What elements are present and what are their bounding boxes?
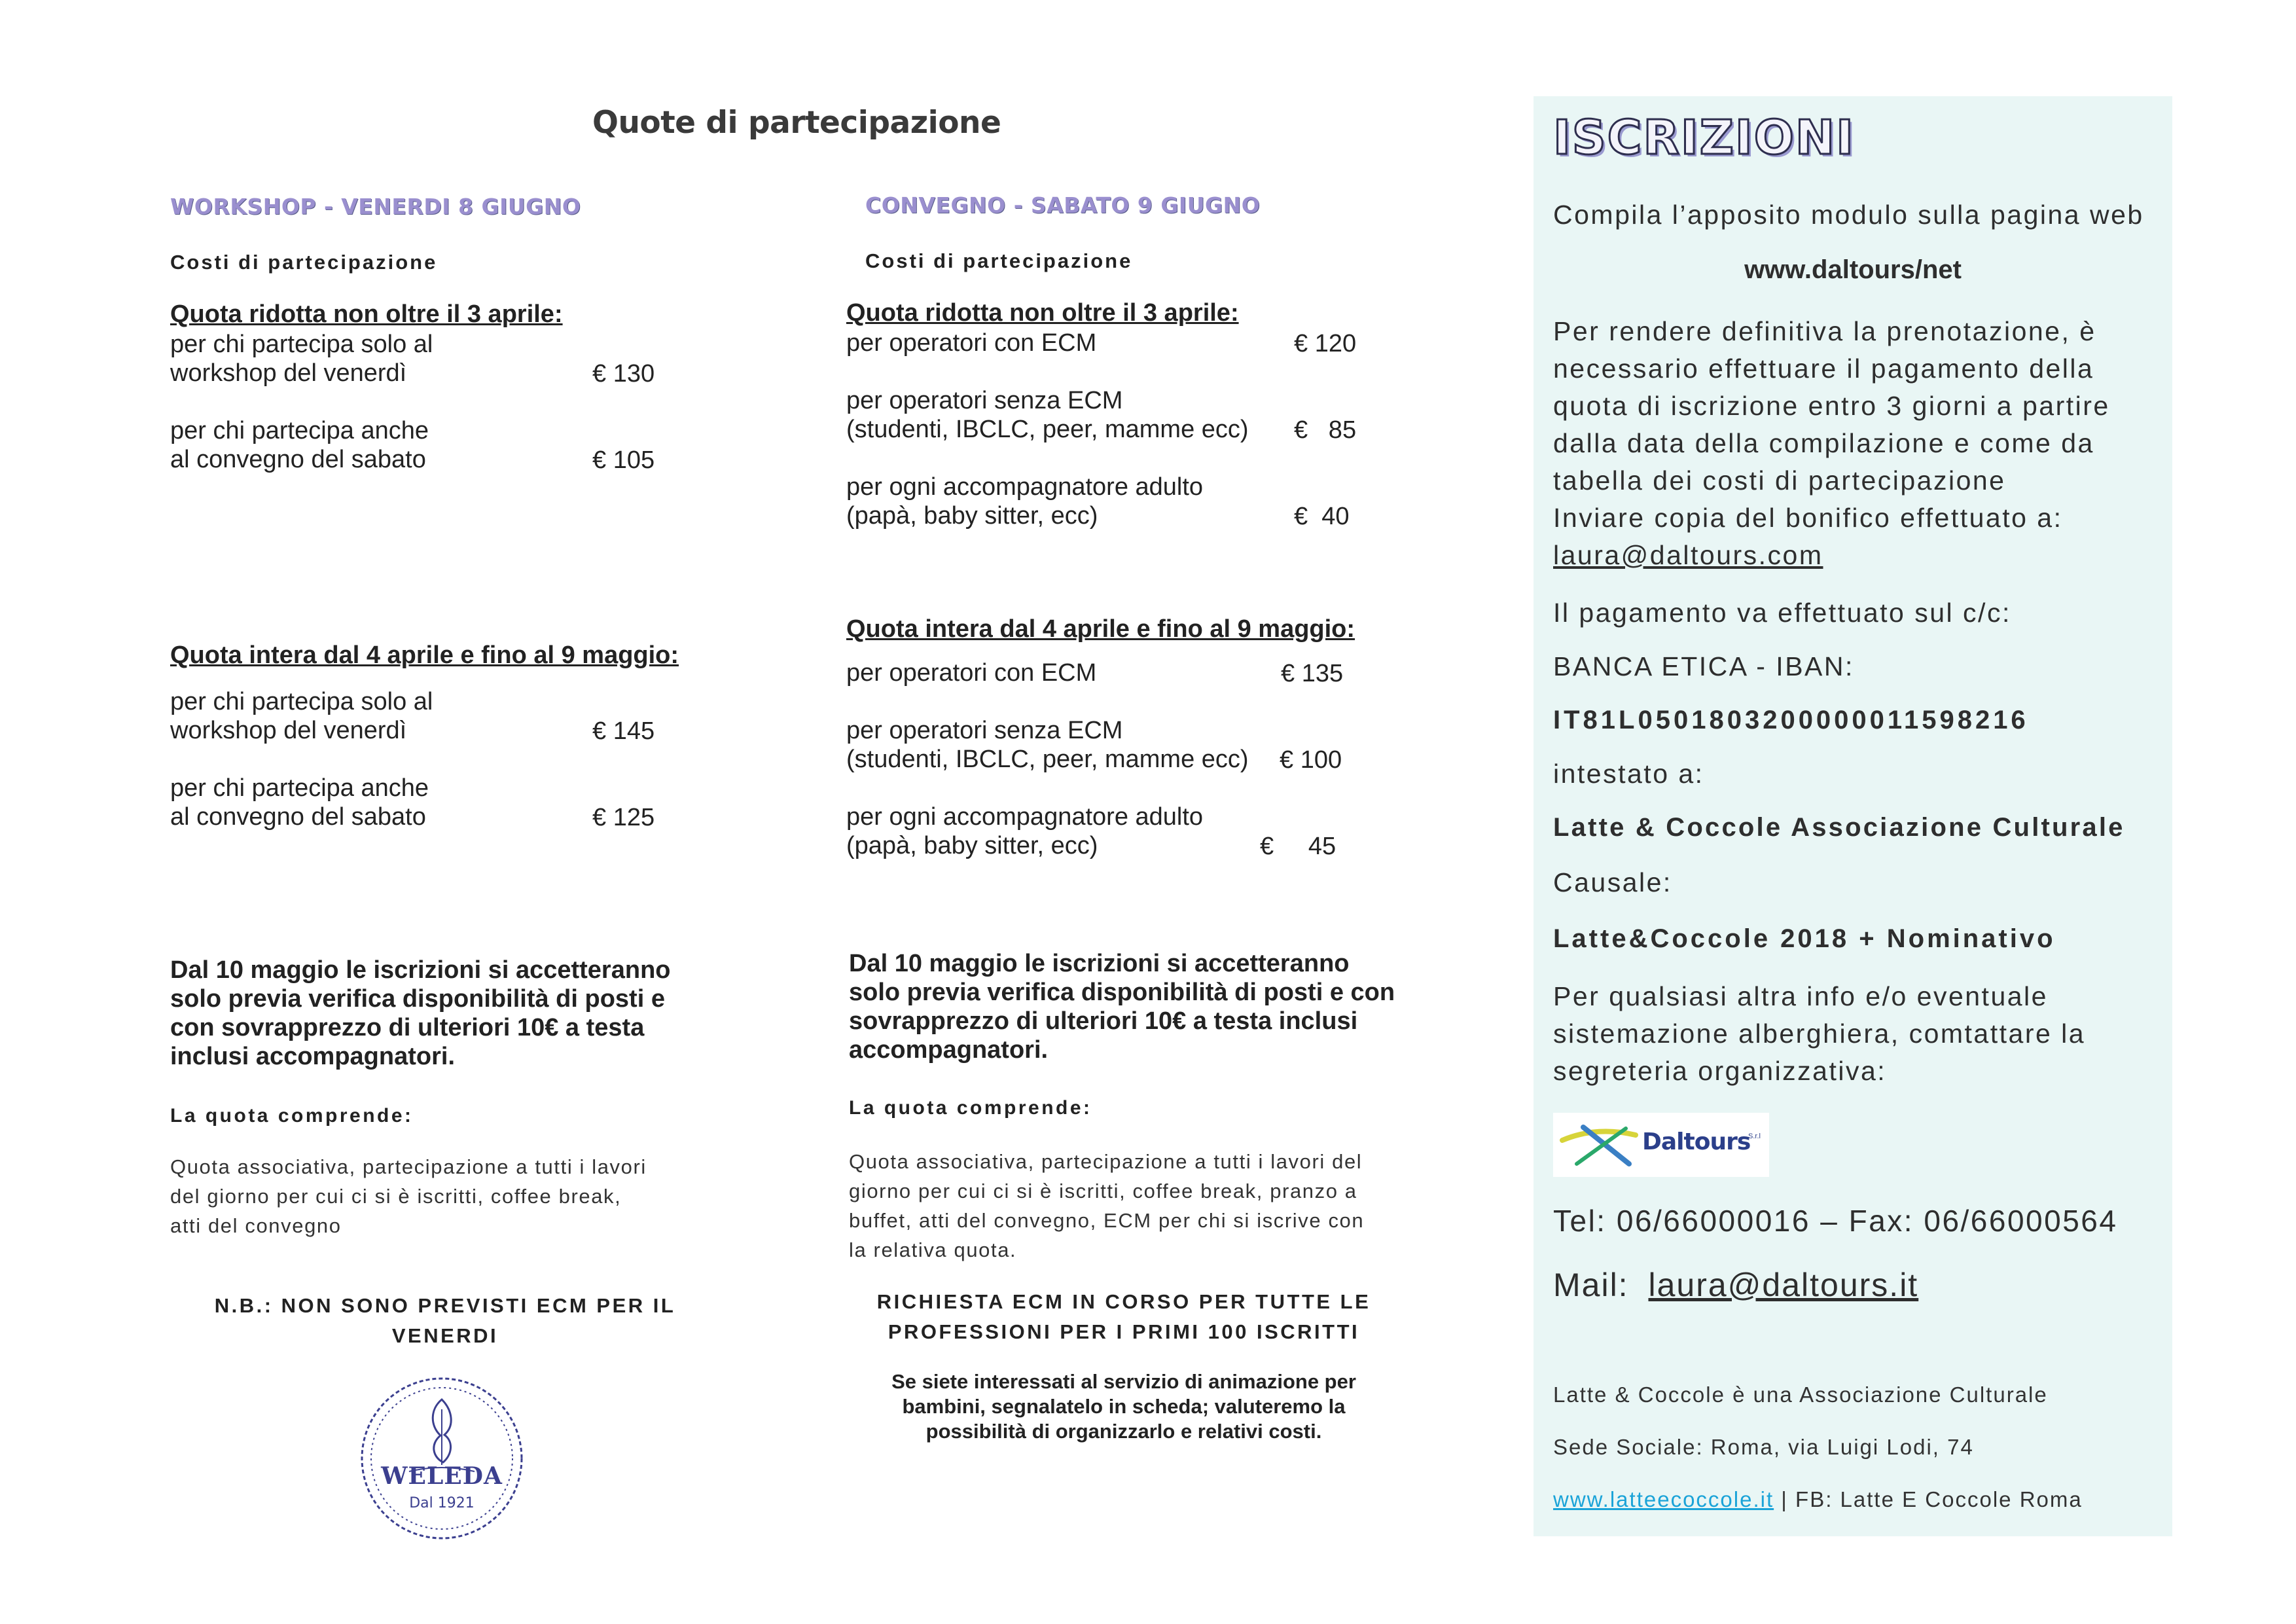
convegno-full-item2-line2: (studenti, IBCLC, peer, mamme ecc) <box>846 746 1249 773</box>
convegno-full-item1-line1: per operatori con ECM <box>846 659 1097 687</box>
convegno-full-item2-line1: per operatori senza ECM <box>846 717 1123 744</box>
convegno-reduced-item1-price: € 120 <box>1294 330 1357 357</box>
convegno-full-item1-price: € 135 <box>1281 660 1344 687</box>
footer-links <box>1553 1487 2083 1512</box>
convegno-ecm-request <box>849 1287 1399 1347</box>
workshop-notice <box>170 956 671 1071</box>
workshop-full-item2-price: € 125 <box>592 804 655 831</box>
text-line: Se siete interessati al servizio di animazione per <box>891 1370 1356 1393</box>
convegno-reduced-item3-line2: (papà, baby sitter, ecc) <box>846 502 1098 530</box>
page-title: Quote di partecipazione <box>592 105 1001 141</box>
workshop-full-item2-line1: per chi partecipa anche <box>170 774 429 802</box>
workshop-heading: WORKSHOP - VENERDI 8 GIUGNO <box>170 194 581 219</box>
info-text <box>1553 978 2085 1090</box>
text-line: del giorno per cui ci si è iscritti, coffee break, <box>170 1185 622 1208</box>
footer-sede: Sede Sociale: Roma, via Luigi Lodi, 74 <box>1553 1435 1974 1459</box>
text-line: Quota associativa, partecipazione a tutti i lavori <box>170 1155 647 1178</box>
mail-link[interactable]: laura@daltours.it <box>1648 1267 1919 1303</box>
intestato-label: intestato a: <box>1553 759 1704 789</box>
text-line: VENERDI <box>391 1324 499 1347</box>
workshop-reduced-item1-line2: workshop del venerdì <box>170 359 407 387</box>
workshop-full-item1-line2: workshop del venerdì <box>170 717 407 744</box>
convegno-notice <box>849 949 1395 1064</box>
text-line: PROFESSIONI PER I PRIMI 100 ISCRITTI <box>888 1320 1360 1343</box>
text-line: giorno per cui ci si è iscritti, coffee break, pranzo a <box>849 1180 1357 1202</box>
footer-assoc: Latte & Coccole è una Associazione Culturale <box>1553 1382 2048 1407</box>
workshop-notice-line: solo previa verifica disponibilità di posti e <box>170 985 665 1013</box>
workshop-full-item1-price: € 145 <box>592 717 655 745</box>
mail-label: Mail: <box>1553 1267 1629 1303</box>
workshop-reduced-heading: Quota ridotta non oltre il 3 aprile: <box>170 300 563 328</box>
convegno-costi-label: Costi di partecipazione <box>865 249 1133 272</box>
convegno-notice-line: Dal 10 maggio le iscrizioni si accetteranno <box>849 950 1350 977</box>
workshop-nb-notice <box>170 1291 720 1351</box>
workshop-full-heading: Quota intera dal 4 aprile e fino al 9 maggio: <box>170 641 679 669</box>
text-line: possibilità di organizzarlo e relativi costi. <box>925 1420 1322 1443</box>
website-daltours[interactable]: www.daltours/net <box>1744 255 1962 284</box>
convegno-full-item3-line2: (papà, baby sitter, ecc) <box>846 832 1098 859</box>
convegno-notice-line: sovrapprezzo di ulteriori 10€ a testa inclusi <box>849 1007 1358 1035</box>
text-line: bambini, segnalatelo in scheda; valuteremo la <box>902 1395 1346 1418</box>
workshop-quota-comprende-title: La quota comprende: <box>170 1105 414 1127</box>
workshop-costi-label: Costi di partecipazione <box>170 251 438 274</box>
text-line: Per rendere definitiva la prenotazione, è <box>1553 316 2096 346</box>
iscrizioni-title: ISCRIZIONI <box>1553 110 1855 165</box>
workshop-reduced-item2-line2: al convegno del sabato <box>170 446 426 473</box>
mail-row <box>1553 1266 1918 1304</box>
convegno-heading: CONVEGNO - SABATO 9 GIUGNO <box>865 192 1261 218</box>
causale-label: Causale: <box>1553 867 1672 897</box>
convegno-full-heading: Quota intera dal 4 aprile e fino al 9 maggio: <box>846 615 1355 643</box>
convegno-reduced-item3-price: € 40 <box>1294 503 1350 530</box>
workshop-full-item2-line2: al convegno del sabato <box>170 803 426 831</box>
compila-text: Compila l’apposito modulo sulla pagina web <box>1553 200 2144 230</box>
workshop-reduced-item1-price: € 130 <box>592 360 655 388</box>
convegno-reduced-item2-line2: (studenti, IBCLC, peer, mamme ecc) <box>846 416 1249 443</box>
workshop-reduced-item2-line1: per chi partecipa anche <box>170 417 429 444</box>
daltours-logo <box>1553 1113 1769 1177</box>
beneficiario-value: Latte & Coccole Associazione Culturale <box>1553 813 2125 842</box>
facebook-text: | FB: Latte E Coccole Roma <box>1774 1487 2083 1511</box>
convegno-full-item3-price: € 45 <box>1260 833 1336 860</box>
weleda-seal-icon <box>357 1373 527 1543</box>
text-line: Per qualsiasi altra info e/o eventuale <box>1553 981 2048 1011</box>
text-line: atti del convegno <box>170 1214 342 1237</box>
daltours-swoosh-icon <box>1557 1121 1649 1170</box>
convegno-notice-line: solo previa verifica disponibilità di posti e con <box>849 979 1395 1006</box>
convegno-reduced-item3-line1: per ogni accompagnatore adulto <box>846 473 1204 501</box>
email-bonifico-link[interactable]: laura@daltours.com <box>1553 540 1823 570</box>
text-line: buffet, atti del convegno, ECM per chi si iscrive con <box>849 1209 1365 1232</box>
text-line: Quota associativa, partecipazione a tutti i lavori del <box>849 1150 1363 1173</box>
weleda-brand: WELEDA <box>381 1462 503 1490</box>
text-line: RICHIESTA ECM IN CORSO PER TUTTE LE <box>876 1290 1371 1313</box>
convegno-animation-note <box>849 1369 1399 1444</box>
pagamento-instructions <box>1553 313 2110 574</box>
daltours-brand: Daltours <box>1642 1128 1751 1155</box>
workshop-notice-line: inclusi accompagnatori. <box>170 1043 455 1070</box>
convegno-full-item2-price: € 100 <box>1280 746 1342 774</box>
workshop-full-item1-line1: per chi partecipa solo al <box>170 688 433 715</box>
text-line: sistemazione alberghiera, comtattare la <box>1553 1019 2086 1049</box>
text-line: tabella dei costi di partecipazione <box>1553 465 2006 496</box>
convegno-reduced-heading: Quota ridotta non oltre il 3 aprile: <box>846 299 1239 327</box>
latteecoccole-website-link[interactable]: www.latteecoccole.it <box>1553 1487 1774 1511</box>
text-line: Inviare copia del bonifico effettuato a: <box>1553 503 2063 533</box>
tel-fax: Tel: 06/66000016 – Fax: 06/66000564 <box>1553 1204 2118 1238</box>
workshop-reduced-item2-price: € 105 <box>592 446 655 474</box>
convegno-notice-line: accompagnatori. <box>849 1036 1049 1064</box>
banca-label: BANCA ETICA - IBAN: <box>1553 651 1854 681</box>
workshop-notice-line: Dal 10 maggio le iscrizioni si accetteranno <box>170 956 671 984</box>
weleda-since: Dal 1921 <box>409 1495 475 1511</box>
weleda-logo <box>357 1373 527 1543</box>
daltours-srl: S.r.l <box>1748 1132 1761 1140</box>
text-line: N.B.: NON SONO PREVISTI ECM PER IL <box>214 1294 676 1317</box>
causale-value: Latte&Coccole 2018 + Nominativo <box>1553 924 2056 953</box>
text-line: dalla data della compilazione e come da <box>1553 428 2094 458</box>
pagamento-cc-label: Il pagamento va effettuato sul c/c: <box>1553 598 2011 628</box>
workshop-quota-comprende-text <box>170 1152 647 1240</box>
iban-value: IT81L0501803200000011598216 <box>1553 706 2029 734</box>
text-line: quota di iscrizione entro 3 giorni a partire <box>1553 391 2110 421</box>
convegno-reduced-item2-line1: per operatori senza ECM <box>846 387 1123 414</box>
convegno-quota-comprende-title: La quota comprende: <box>849 1097 1092 1119</box>
convegno-reduced-item1-line1: per operatori con ECM <box>846 329 1097 357</box>
text-line: segreteria organizzativa: <box>1553 1056 1887 1086</box>
convegno-reduced-item2-price: € 85 <box>1294 416 1357 444</box>
text-line: necessario effettuare il pagamento della <box>1553 353 2094 384</box>
convegno-full-item3-line1: per ogni accompagnatore adulto <box>846 803 1204 831</box>
text-line: la relativa quota. <box>849 1238 1017 1261</box>
convegno-quota-comprende-text <box>849 1147 1364 1265</box>
workshop-notice-line: con sovrapprezzo di ulteriori 10€ a testa <box>170 1014 645 1041</box>
workshop-reduced-item1-line1: per chi partecipa solo al <box>170 331 433 358</box>
